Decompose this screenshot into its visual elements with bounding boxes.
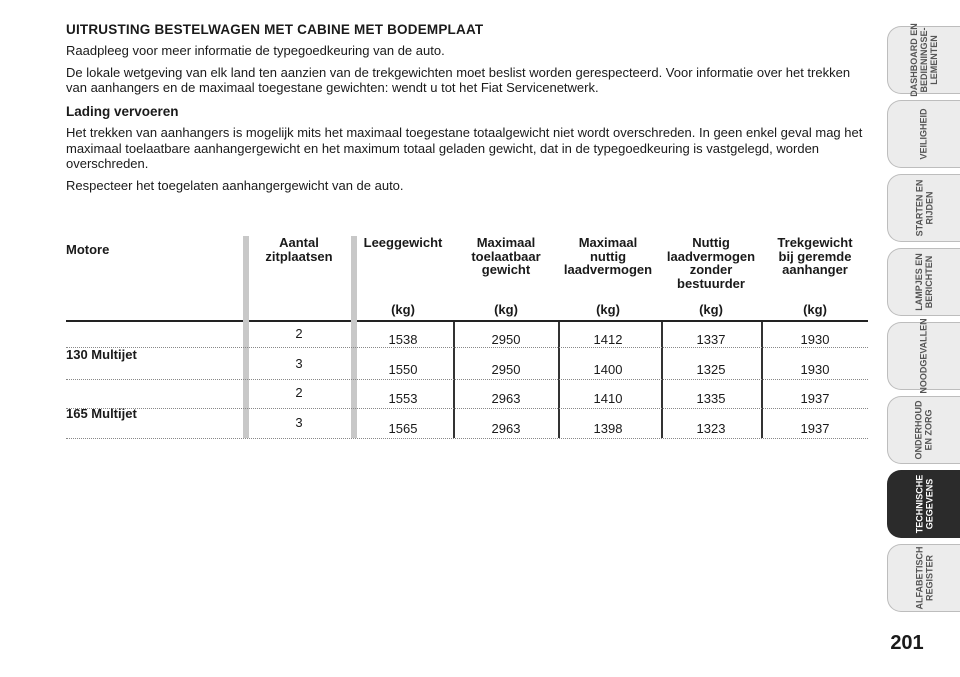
header-unit-3: (kg) — [596, 302, 620, 317]
table-cell: 1937 — [800, 391, 830, 406]
table-cell: 1398 — [593, 421, 623, 436]
subsection-title: Lading vervoeren — [66, 103, 179, 119]
header-unit-5: (kg) — [803, 302, 827, 317]
header-4: Nuttig laadvermogen zonder bestuurder — [666, 235, 756, 291]
row-divider — [66, 408, 868, 409]
tab-starten[interactable] — [887, 174, 960, 242]
table-header-rule — [66, 320, 868, 322]
header-unit-4: (kg) — [699, 302, 723, 317]
table-cell: 2950 — [491, 332, 521, 347]
table-cell: 1930 — [800, 362, 830, 377]
table-cell: 1937 — [800, 421, 830, 436]
tab-label: LAMPJES EN BERICHTEN — [913, 253, 934, 311]
row-divider — [66, 379, 868, 380]
table-cell: 1553 — [388, 391, 418, 406]
paragraph-1: Raadpleeg voor meer informatie de typegoedkeuring van de auto. — [66, 43, 445, 58]
tab-label: ONDERHOUD EN ZORG — [913, 400, 934, 460]
table-cell: 1337 — [696, 332, 726, 347]
tab-lampjes[interactable] — [887, 248, 960, 316]
page-content — [66, 22, 868, 193]
table-cell: 3 — [295, 356, 303, 371]
tab-label: TECHNISCHE GEGEVENS — [913, 474, 934, 534]
row-divider — [66, 347, 868, 348]
tab-label: DASHBOARD EN BEDIENINGSE- LEMENTEN — [909, 23, 940, 97]
header-2: Maximaal toelaatbaar gewicht — [471, 235, 541, 277]
engine-name: 130 Multijet — [66, 347, 137, 362]
tab-label: VEILIGHEID — [918, 108, 929, 160]
table-cell: 1412 — [593, 332, 623, 347]
page-number: 201 — [890, 632, 924, 654]
tab-register[interactable] — [887, 544, 960, 612]
tab-technische-gegevens[interactable] — [887, 470, 960, 538]
paragraph-3: Het trekken van aanhangers is mogelijk mits het maximaal toegestane totaalgewicht niet wordt overschreden. In geen enkel geval mag het maximaal toelaatbare aanhangergewicht en het maximum totaal geladen gewicht, dat in de typegoedkeuring is vastgelegd, worden overschreden. — [66, 125, 863, 171]
table-cell: 1565 — [388, 421, 418, 436]
header-unit-1: (kg) — [391, 302, 415, 317]
weights-table — [66, 236, 868, 446]
header-unit-2: (kg) — [494, 302, 518, 317]
table-cell: 2 — [295, 385, 303, 400]
tab-label: NOODGEVALLEN — [919, 318, 929, 394]
paragraph-4: Respecteer het toegelaten aanhangergewicht van de auto. — [66, 177, 404, 193]
table-cell: 3 — [295, 415, 303, 430]
table-cell: 1323 — [696, 421, 726, 436]
tab-noodgevallen[interactable] — [887, 318, 960, 394]
header-5: Trekgewicht bij geremde aanhanger — [777, 235, 853, 277]
row-divider — [66, 438, 868, 439]
tab-dashboard[interactable] — [887, 23, 960, 97]
tab-label: STARTEN EN RIJDEN — [914, 179, 934, 237]
engine-name: 165 Multijet — [66, 406, 137, 421]
header-0: Aantal zitplaatsen — [265, 235, 333, 264]
table-cell: 1538 — [388, 332, 418, 347]
table-cell: 1325 — [696, 362, 726, 377]
table-cell: 2963 — [491, 391, 521, 406]
header-1: Leeggewicht — [363, 235, 443, 250]
table-cell: 2950 — [491, 362, 521, 377]
table-cell: 2 — [295, 326, 303, 341]
table-cell: 1335 — [696, 391, 726, 406]
motore-header: Motore — [66, 242, 110, 257]
paragraph-2: De lokale wetgeving van elk land ten aanzien van de trekgewichten moet beslist worden gerespecteerd. Voor informatie over het trekken van aanhangers en de maximaal toegestane gewichten: wendt u tot het Fiat Servicenetwerk. — [66, 64, 851, 95]
tab-label: ALFABETISCH REGISTER — [914, 546, 934, 610]
table-cell: 2963 — [491, 421, 521, 436]
tab-onderhoud[interactable] — [887, 396, 960, 464]
table-cell: 1410 — [593, 391, 623, 406]
tab-veiligheid[interactable] — [887, 100, 960, 168]
table-cell: 1550 — [388, 362, 418, 377]
section-title: UITRUSTING BESTELWAGEN MET CABINE MET BODEMPLAAT — [66, 22, 484, 37]
table-cell: 1400 — [593, 362, 623, 377]
header-3: Maximaal nuttig laadvermogen — [563, 235, 653, 277]
table-cell: 1930 — [800, 332, 830, 347]
